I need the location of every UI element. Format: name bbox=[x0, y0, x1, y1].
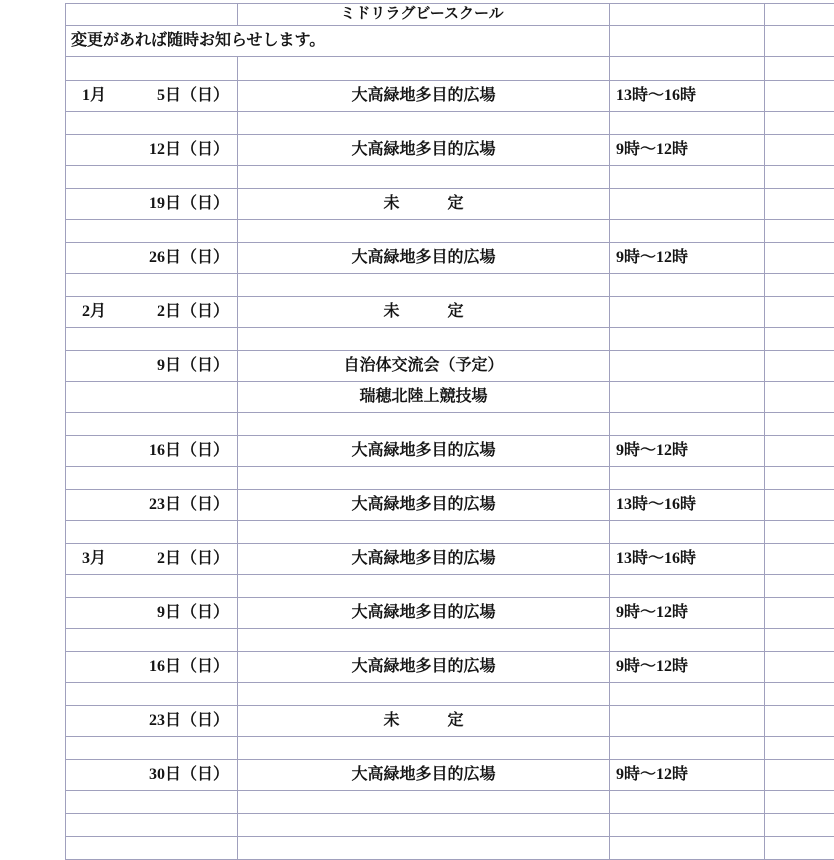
schedule-table-body bbox=[66, 4, 834, 860]
extra-cell bbox=[765, 629, 834, 652]
date-cell bbox=[66, 81, 238, 112]
table-row bbox=[66, 57, 834, 81]
location-cell: 大高緑地多目的広場 bbox=[238, 544, 610, 575]
table-row bbox=[66, 189, 834, 220]
time-cell: 13時〜16時 bbox=[610, 544, 765, 575]
table-row bbox=[66, 4, 834, 26]
day-label: 5日（日） bbox=[157, 87, 229, 104]
time-cell: 9時〜12時 bbox=[610, 135, 765, 166]
table-row bbox=[66, 629, 834, 652]
table-row bbox=[66, 297, 834, 328]
extra-cell bbox=[765, 135, 834, 166]
day-label: 30日（日） bbox=[149, 766, 229, 783]
table-row bbox=[66, 837, 834, 860]
date-cell bbox=[66, 575, 238, 598]
month-label: 2月 bbox=[82, 304, 106, 321]
table-row bbox=[66, 544, 834, 575]
location-cell bbox=[238, 837, 610, 860]
location-cell: 大高緑地多目的広場 bbox=[238, 135, 610, 166]
date-cell bbox=[66, 220, 238, 243]
date-cell bbox=[66, 328, 238, 351]
extra-cell bbox=[765, 544, 834, 575]
table-row bbox=[66, 737, 834, 760]
table-row bbox=[66, 575, 834, 598]
document-title-cell: ミドリラグビースクール bbox=[238, 4, 610, 26]
table-row bbox=[66, 382, 834, 413]
day-label: 19日（日） bbox=[149, 195, 229, 212]
extra-cell bbox=[765, 81, 834, 112]
location-cell bbox=[238, 274, 610, 297]
extra-cell bbox=[765, 413, 834, 436]
time-cell bbox=[610, 166, 765, 189]
table-row bbox=[66, 274, 834, 297]
date-cell bbox=[66, 837, 238, 860]
table-row bbox=[66, 81, 834, 112]
extra-cell bbox=[765, 791, 834, 814]
extra-cell bbox=[765, 467, 834, 490]
table-row bbox=[66, 413, 834, 436]
table-row bbox=[66, 521, 834, 544]
date-cell bbox=[66, 436, 238, 467]
extra-cell bbox=[765, 328, 834, 351]
table-row bbox=[66, 706, 834, 737]
location-cell bbox=[238, 683, 610, 706]
time-cell bbox=[610, 683, 765, 706]
extra-cell bbox=[765, 297, 834, 328]
time-cell bbox=[610, 274, 765, 297]
day-label: 26日（日） bbox=[149, 249, 229, 266]
table-row bbox=[66, 467, 834, 490]
extra-cell bbox=[765, 243, 834, 274]
location-cell: 大高緑地多目的広場 bbox=[238, 652, 610, 683]
table-row bbox=[66, 436, 834, 467]
extra-cell bbox=[765, 598, 834, 629]
table-row bbox=[66, 760, 834, 791]
time-cell: 9時〜12時 bbox=[610, 760, 765, 791]
date-cell bbox=[66, 413, 238, 436]
location-cell bbox=[238, 57, 610, 81]
date-cell bbox=[66, 135, 238, 166]
location-cell bbox=[238, 413, 610, 436]
time-cell bbox=[610, 521, 765, 544]
location-cell bbox=[238, 791, 610, 814]
extra-cell bbox=[765, 706, 834, 737]
date-cell bbox=[66, 598, 238, 629]
time-cell bbox=[610, 791, 765, 814]
extra-cell bbox=[765, 382, 834, 413]
date-cell bbox=[66, 652, 238, 683]
date-cell bbox=[66, 297, 238, 328]
table-row bbox=[66, 351, 834, 382]
time-cell bbox=[610, 575, 765, 598]
time-cell bbox=[610, 57, 765, 81]
time-cell bbox=[610, 467, 765, 490]
time-cell bbox=[610, 328, 765, 351]
location-cell: 自治体交流会（予定） bbox=[238, 351, 610, 382]
table-row bbox=[66, 135, 834, 166]
date-cell bbox=[66, 683, 238, 706]
extra-cell bbox=[765, 760, 834, 791]
schedule-table bbox=[65, 3, 834, 860]
location-cell: 大高緑地多目的広場 bbox=[238, 490, 610, 521]
day-label: 12日（日） bbox=[149, 141, 229, 158]
day-label: 16日（日） bbox=[149, 442, 229, 459]
time-cell bbox=[610, 837, 765, 860]
extra-cell bbox=[765, 436, 834, 467]
location-cell: 未 定 bbox=[238, 706, 610, 737]
date-cell bbox=[66, 760, 238, 791]
extra-cell bbox=[765, 220, 834, 243]
table-row bbox=[66, 791, 834, 814]
location-cell bbox=[238, 112, 610, 135]
date-cell bbox=[66, 57, 238, 81]
date-cell bbox=[66, 382, 238, 413]
location-cell: 大高緑地多目的広場 bbox=[238, 598, 610, 629]
extra-cell bbox=[765, 490, 834, 521]
table-row bbox=[66, 26, 834, 57]
extra-cell bbox=[765, 575, 834, 598]
extra-cell bbox=[765, 274, 834, 297]
location-cell: 未 定 bbox=[238, 297, 610, 328]
table-row bbox=[66, 814, 834, 837]
time-cell bbox=[610, 382, 765, 413]
extra-cell bbox=[765, 652, 834, 683]
day-label: 23日（日） bbox=[149, 496, 229, 513]
location-cell bbox=[238, 737, 610, 760]
location-cell: 大高緑地多目的広場 bbox=[238, 436, 610, 467]
date-cell bbox=[66, 706, 238, 737]
table-row bbox=[66, 220, 834, 243]
time-cell bbox=[610, 737, 765, 760]
time-cell bbox=[610, 26, 765, 57]
location-cell bbox=[238, 629, 610, 652]
day-label: 9日（日） bbox=[157, 357, 229, 374]
date-cell bbox=[66, 791, 238, 814]
time-cell: 9時〜12時 bbox=[610, 243, 765, 274]
extra-cell bbox=[765, 57, 834, 81]
table-row bbox=[66, 328, 834, 351]
table-row bbox=[66, 598, 834, 629]
location-cell bbox=[238, 166, 610, 189]
month-label: 3月 bbox=[82, 551, 106, 568]
location-cell: 大高緑地多目的広場 bbox=[238, 243, 610, 274]
day-label: 2日（日） bbox=[157, 303, 229, 320]
extra-cell bbox=[765, 4, 834, 26]
extra-cell bbox=[765, 737, 834, 760]
time-cell bbox=[610, 220, 765, 243]
time-cell bbox=[610, 413, 765, 436]
extra-cell bbox=[765, 814, 834, 837]
day-label: 9日（日） bbox=[157, 604, 229, 621]
table-row bbox=[66, 652, 834, 683]
time-cell: 9時〜12時 bbox=[610, 598, 765, 629]
time-cell bbox=[610, 629, 765, 652]
location-cell bbox=[238, 220, 610, 243]
date-cell bbox=[66, 490, 238, 521]
extra-cell bbox=[765, 683, 834, 706]
time-cell: 13時〜16時 bbox=[610, 490, 765, 521]
location-cell bbox=[238, 521, 610, 544]
date-cell bbox=[66, 629, 238, 652]
day-label: 23日（日） bbox=[149, 712, 229, 729]
date-cell bbox=[66, 814, 238, 837]
time-cell bbox=[610, 189, 765, 220]
time-cell: 13時〜16時 bbox=[610, 81, 765, 112]
date-cell bbox=[66, 467, 238, 490]
table-row bbox=[66, 112, 834, 135]
extra-cell bbox=[765, 351, 834, 382]
date-cell bbox=[66, 274, 238, 297]
table-row bbox=[66, 683, 834, 706]
day-label: 2日（日） bbox=[157, 550, 229, 567]
table-row bbox=[66, 490, 834, 521]
extra-cell bbox=[765, 112, 834, 135]
location-cell: 未 定 bbox=[238, 189, 610, 220]
table-row bbox=[66, 166, 834, 189]
time-cell: 9時〜12時 bbox=[610, 436, 765, 467]
location-cell: 大高緑地多目的広場 bbox=[238, 81, 610, 112]
table-row bbox=[66, 243, 834, 274]
time-cell bbox=[610, 4, 765, 26]
extra-cell bbox=[765, 26, 834, 57]
location-cell: 大高緑地多目的広場 bbox=[238, 760, 610, 791]
date-cell bbox=[66, 521, 238, 544]
location-cell bbox=[238, 575, 610, 598]
time-cell bbox=[610, 814, 765, 837]
time-cell: 9時〜12時 bbox=[610, 652, 765, 683]
date-cell bbox=[66, 243, 238, 274]
extra-cell bbox=[765, 189, 834, 220]
date-cell bbox=[66, 4, 238, 26]
location-cell bbox=[238, 328, 610, 351]
extra-cell bbox=[765, 521, 834, 544]
time-cell bbox=[610, 112, 765, 135]
extra-cell bbox=[765, 166, 834, 189]
date-cell bbox=[66, 351, 238, 382]
month-label: 1月 bbox=[82, 88, 106, 105]
date-cell bbox=[66, 112, 238, 135]
time-cell bbox=[610, 351, 765, 382]
date-cell bbox=[66, 544, 238, 575]
date-cell bbox=[66, 166, 238, 189]
time-cell bbox=[610, 706, 765, 737]
date-cell bbox=[66, 189, 238, 220]
location-cell bbox=[238, 467, 610, 490]
extra-cell bbox=[765, 837, 834, 860]
date-cell bbox=[66, 737, 238, 760]
day-label: 16日（日） bbox=[149, 658, 229, 675]
location-cell: 瑞穂北陸上競技場 bbox=[238, 382, 610, 413]
location-cell bbox=[238, 814, 610, 837]
notice-cell: 変更があれば随時お知らせします。 bbox=[66, 26, 610, 57]
time-cell bbox=[610, 297, 765, 328]
